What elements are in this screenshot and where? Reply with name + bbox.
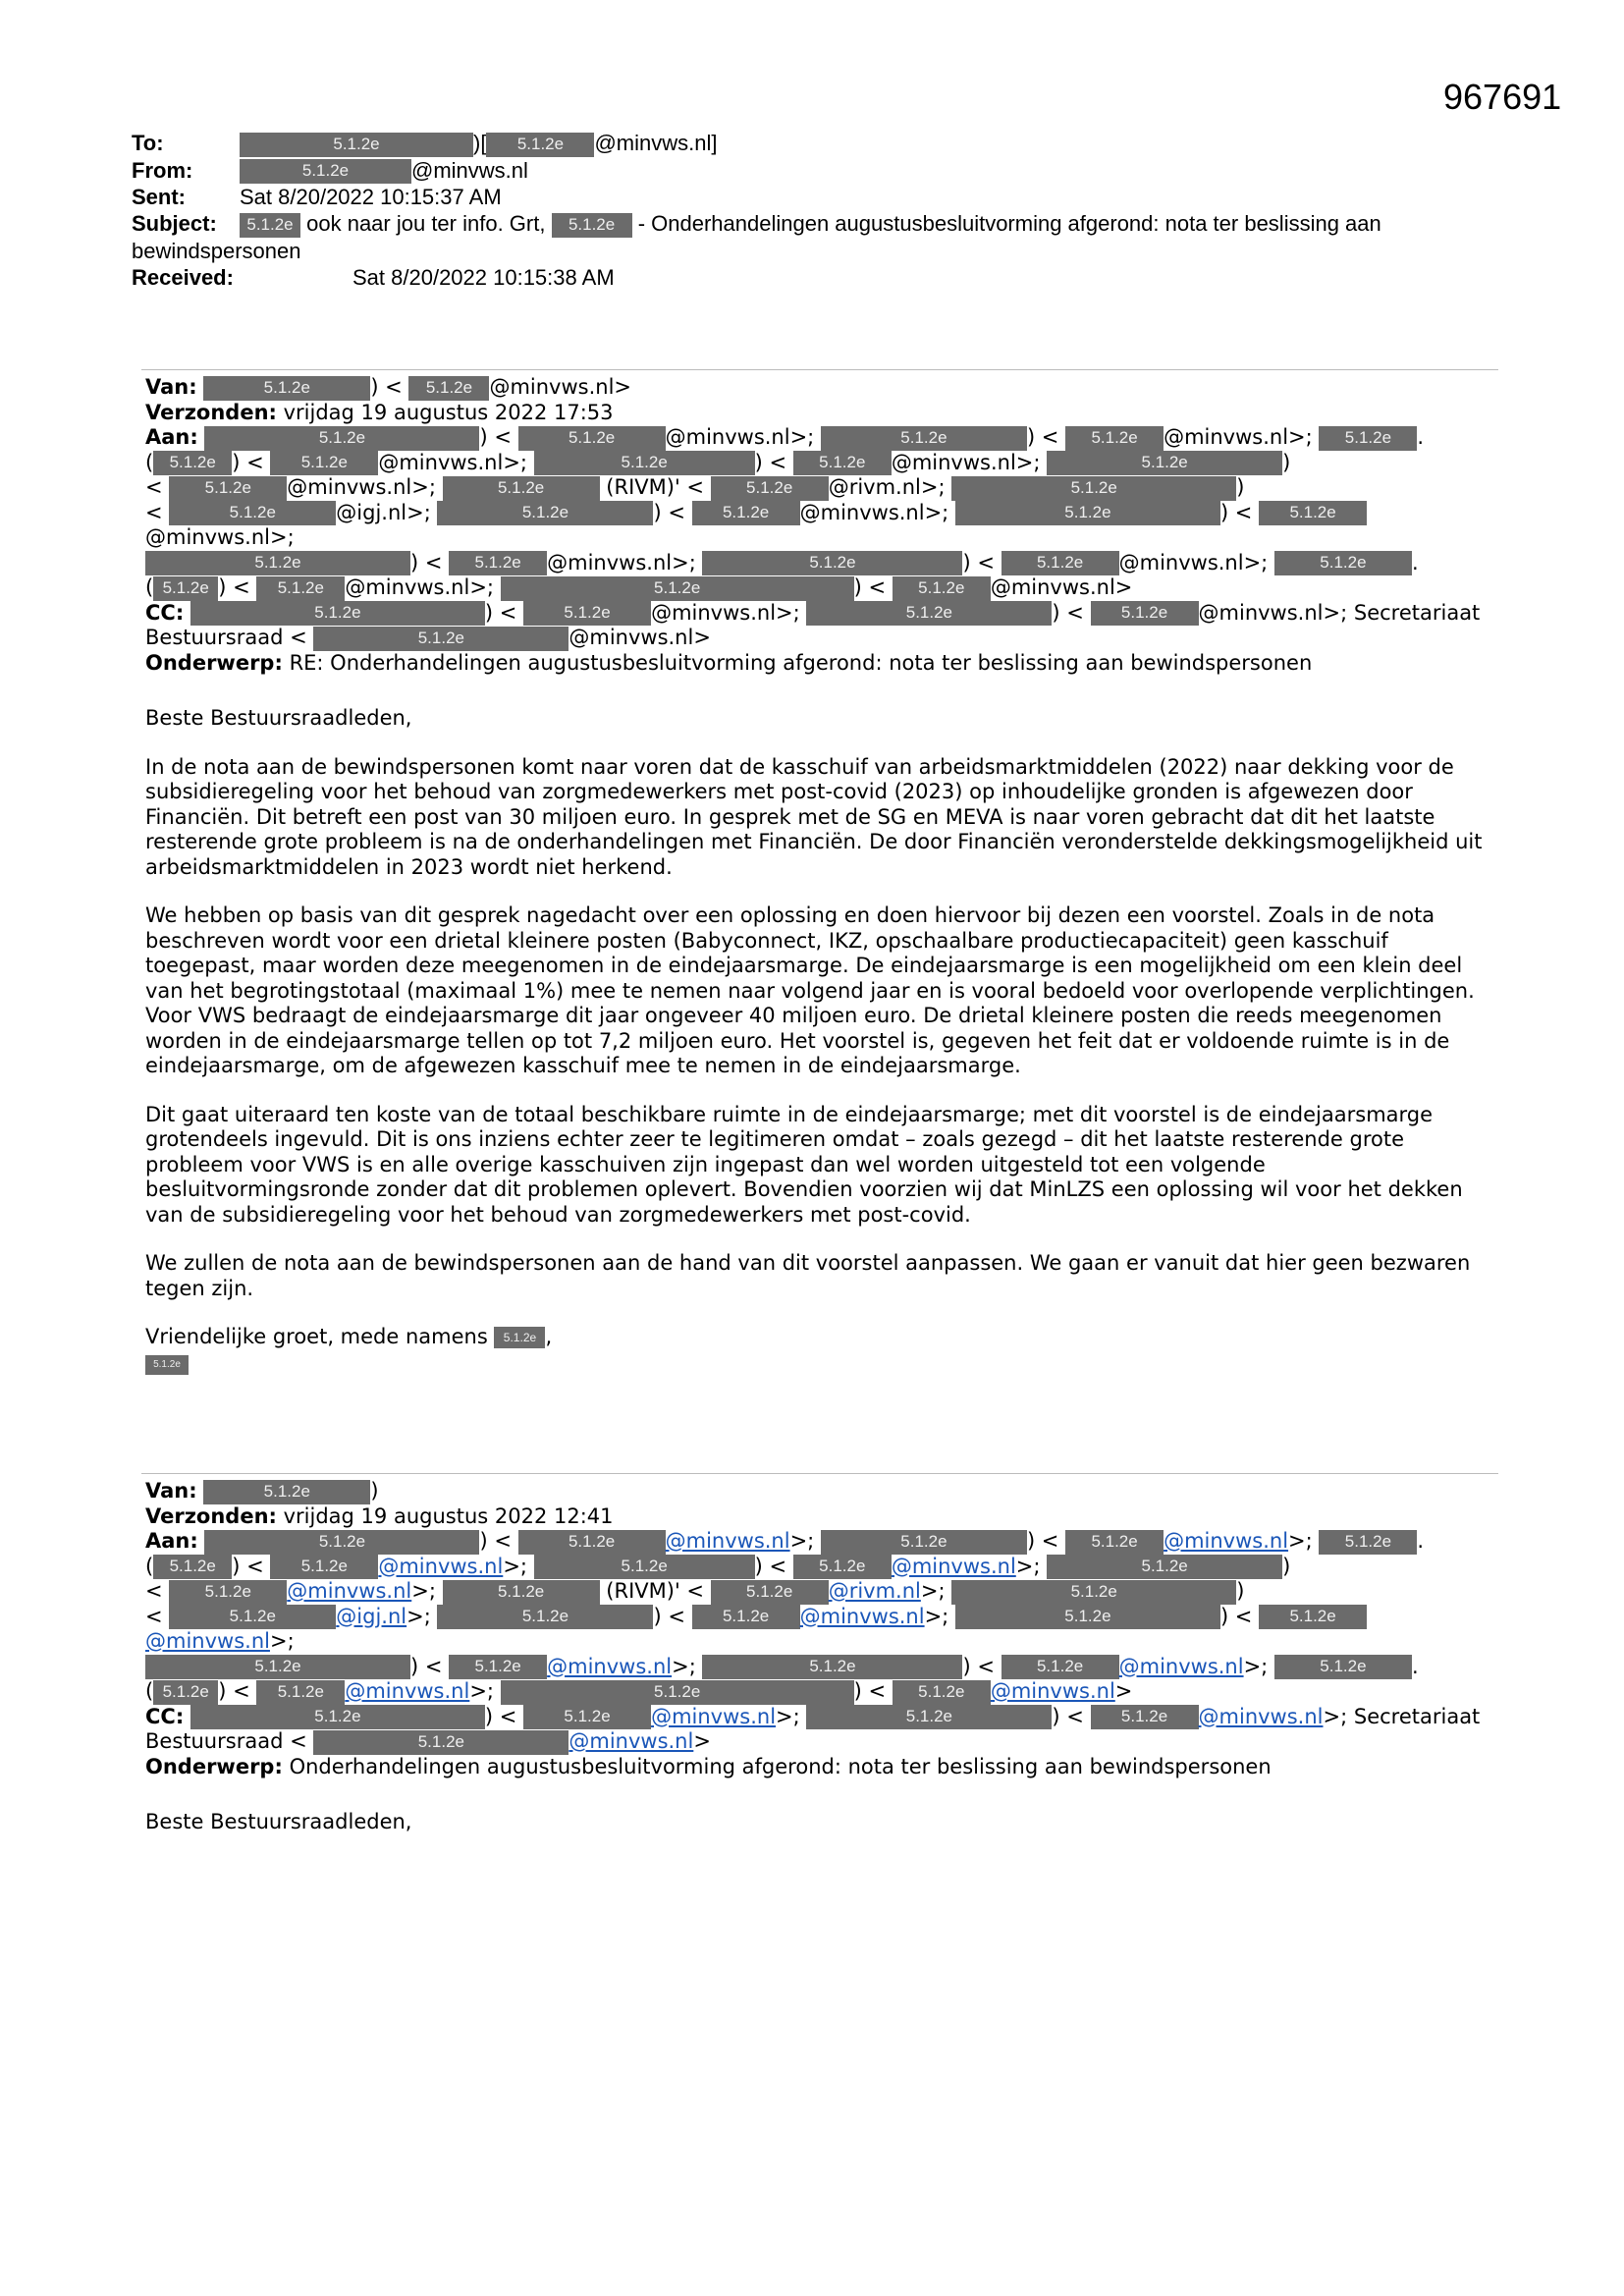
redaction: 5.1.2e: [1319, 426, 1417, 451]
email-link[interactable]: @minvws.nl: [1164, 1529, 1289, 1553]
address: @minvws.nl: [799, 500, 925, 524]
redaction: 5.1.2e: [169, 476, 287, 501]
redaction: 5.1.2e: [951, 476, 1236, 501]
redaction: 5.1.2e: [203, 1480, 370, 1504]
address: @minvws.nl: [1198, 600, 1324, 625]
redaction: 5.1.2e: [955, 501, 1220, 525]
redaction: 5.1.2e: [1091, 601, 1199, 626]
redaction: 5.1.2e: [313, 627, 568, 651]
van-label: Van:: [145, 1479, 197, 1503]
redaction: 5.1.2e: [443, 1580, 600, 1605]
email-link[interactable]: @minvws.nl: [651, 1704, 777, 1728]
cc-tail: ; Secretariaat: [1340, 1704, 1481, 1728]
redaction: 5.1.2e: [145, 551, 410, 575]
redaction: 5.1.2e: [1274, 1655, 1412, 1679]
redaction: 5.1.2e: [203, 376, 370, 401]
address: @minvws.nl: [990, 575, 1115, 599]
email-link[interactable]: @minvws.nl: [990, 1679, 1115, 1703]
paragraph-3: Dit gaat uiteraard ten koste van de totaal beschikbare ruimte in de eindejaarsmarge; met dit voorstel is de eindejaarsmarge grotendeels ingevuld. Dit is ons inziens echter zeer te legitimeren omdat – zoals gezegd – dit het laatste resterende grote probleem voor VWS is en alle overige kasschuiven zijn ingepast dan wel worden uitgesteld tot een volgende besluitvormingsronde zonder dat dit problemen oplevert. Bovendien voorzien wij dat MinLZS een oplossing wil voor het dekken van de subsidieregeling voor het behoud van zorgmedewerkers met post-covid.: [145, 1102, 1463, 1227]
separator-line: [141, 1473, 1498, 1474]
to-address-tail: @minvws.nl]: [594, 131, 718, 155]
email-link[interactable]: @rivm.nl: [828, 1579, 921, 1603]
redaction: 5.1.2e: [256, 1680, 345, 1705]
redaction: 5.1.2e: [313, 1730, 568, 1755]
redaction: 5.1.2e: [793, 451, 892, 475]
from-address-tail: @minvws.nl: [411, 157, 528, 183]
redaction: 5.1.2e: [534, 451, 755, 475]
cc-label: CC:: [145, 1704, 185, 1728]
to-label: To:: [132, 131, 164, 155]
redaction: 5.1.2e: [240, 133, 473, 157]
redaction: 5.1.2e: [806, 601, 1052, 626]
paragraph-2: We hebben op basis van dit gesprek nagedacht over een oplossing en doen hiervoor bij dezen een voorstel. Zoals in de nota beschreven wordt voor een drietal kleinere posten (Babyconnect, IKZ, opschaalbare productiecapaciteit) geen kasschuif toegepast, maar worden deze meegenomen in de eindejaarsmarge. De eindejaarsmarge is een mogelijkheid om een klein deel van het begrotingstotaal (maximaal 1%) mee te nemen naar volgend jaar en is vooral bedoeld voor overlopende verplichtingen. Voor VWS bedraagt de eindejaarsmarge dit jaar ongeveer 40 miljoen euro. De drietal kleinere posten die reeds meegenomen worden in de eindejaarsmarge tellen op tot 7,2 miljoen euro. Het voorstel is, gegeven het feit dat er voldoende ruimte is in de eindejaarsmarge, om de afgewezen kasschuif mee te nemen in de eindejaarsmarge.: [145, 903, 1475, 1077]
redaction: 5.1.2e: [821, 426, 1027, 451]
address: @minvws.nl: [345, 575, 470, 599]
address: @minvws.nl: [1118, 550, 1244, 574]
redaction: 5.1.2e: [1091, 1705, 1199, 1729]
redaction: 5.1.2e: [169, 501, 336, 525]
email-link[interactable]: @igj.nl: [336, 1604, 407, 1628]
email-link[interactable]: @minvws.nl: [1118, 1654, 1244, 1678]
redaction: 5.1.2e: [204, 1530, 479, 1555]
address: @minvws.nl: [891, 450, 1016, 474]
redaction: 5.1.2e: [711, 476, 829, 501]
rivm-tag: (RIVM)': [606, 1579, 680, 1603]
email-link[interactable]: @minvws.nl: [145, 1629, 270, 1653]
address: @minvws.nl: [665, 425, 790, 449]
redaction: 5.1.2e: [270, 1555, 378, 1579]
verzonden-label: Verzonden:: [145, 1503, 277, 1528]
redaction: 5.1.2e: [153, 1555, 232, 1579]
redaction: 5.1.2e: [1001, 1655, 1119, 1679]
redaction: 5.1.2e: [1319, 1530, 1417, 1555]
redaction: 5.1.2e: [190, 1705, 485, 1729]
redaction: 5.1.2e: [145, 1655, 410, 1679]
redaction: 5.1.2e: [702, 1655, 962, 1679]
address: @minvws.nl: [287, 475, 412, 499]
redaction: 5.1.2e: [256, 576, 345, 601]
redaction: 5.1.2e: [1047, 1555, 1282, 1579]
received-label: Received:: [132, 265, 234, 291]
rivm-tag: (RIVM)': [606, 475, 680, 499]
closing: Vriendelijke groet, mede namens: [145, 1325, 488, 1348]
redaction: 5.1.2e: [204, 426, 479, 451]
email-link[interactable]: @minvws.nl: [665, 1529, 790, 1553]
address: @minvws.nl: [1164, 425, 1289, 449]
email-link[interactable]: @minvws.nl: [378, 1554, 504, 1578]
redaction: 5.1.2e: [534, 1555, 755, 1579]
onderwerp-label: Onderwerp:: [145, 650, 283, 675]
redaction: 5.1.2e: [449, 551, 547, 575]
redaction: 5.1.2e: [449, 1655, 547, 1679]
aan-label: Aan:: [145, 1529, 198, 1553]
email-link[interactable]: @minvws.nl: [568, 1729, 694, 1753]
van-address-tail: @minvws.nl>: [489, 375, 632, 399]
closing-line: Vriendelijke groet, mede namens 5.1.2e ,: [145, 1325, 553, 1348]
redaction: 5.1.2e: [486, 133, 594, 157]
address: @minvws.nl: [145, 525, 270, 549]
greeting: Beste Bestuursraadleden,: [145, 1810, 412, 1833]
redaction: 5.1.2e: [190, 601, 485, 626]
email-link[interactable]: @minvws.nl: [547, 1654, 673, 1678]
email-link[interactable]: @minvws.nl: [345, 1679, 470, 1703]
verzonden-value: vrijdag 19 augustus 2022 12:41: [283, 1503, 614, 1528]
redaction: 5.1.2e: [1001, 551, 1119, 575]
subject-part1: ook naar jou ter info. Grt,: [306, 211, 546, 237]
redaction: 5.1.2e: [443, 476, 600, 501]
redaction: 5.1.2e: [270, 451, 378, 475]
email-link[interactable]: @minvws.nl: [287, 1579, 412, 1603]
redaction: 5.1.2e: [523, 1705, 651, 1729]
outer-email-header: To: 5.1.2e )[ 5.1.2e @minvws.nl] From: 5.1.2e @minvws.nl Sent: Sat 8/20/2022 10:15:37 AM Subject: 5.1.2e ook naar jou ter info. Grt, 5.1.2e - Onderhandelingen augustusbesluitvorming afgerond: nota ter beslissing aan bewindspersonen Received: Sat 8/20/2022 10:15:38 AM: [132, 130, 1506, 291]
redaction: 5.1.2e: [518, 1530, 666, 1555]
redaction: 5.1.2e: [501, 1680, 854, 1705]
redaction: 5.1.2e: [240, 159, 411, 184]
address: @minvws.nl: [547, 550, 673, 574]
redaction: 5.1.2e: [494, 1327, 545, 1348]
address: @minvws.nl: [378, 450, 504, 474]
email-1: [145, 375, 1490, 1377]
sent-value: Sat 8/20/2022 10:15:37 AM: [240, 185, 502, 210]
subject-label: Subject:: [132, 211, 217, 237]
cc-tail: ; Secretariaat: [1340, 600, 1481, 625]
redaction: 5.1.2e: [711, 1580, 829, 1605]
redaction: 5.1.2e: [145, 1355, 189, 1375]
email-1-meta: Van: 5.1.2e ) < 5.1.2e @minvws.nl> Verzonden: vrijdag 19 augustus 2022 17:53 Aan: 5.1.2e ) < 5.1.2e @minvws.nl>; 5.1.2e ) < 5.1.2e @minvws.nl>; 5.1.2e . ( 5.1.2e ) < 5.1.2e @minvws.nl>; 5.1.2e ) < 5.1.2e @minvws.nl>; 5.1.2e ) < 5.1.2e @minvws.nl>; 5.1.2e (RIVM)' < 5.1.2e @rivm.nl>; 5.1.2e ) < 5.1.2e @igj.nl>; 5.1.2e ) < 5.1.2e @minvws.nl>; 5.1.2e ) < 5.1.2e@minvws.nl>; 5.1.2e ) < 5.1.2e @minvws.nl>; 5.1.2e ) < 5.1.2e @minvws.nl>; 5.1.2e . ( 5.1.2e ) < 5.1.2e @minvws.nl>; 5.1.2e ) < 5.1.2e @minvws.nl> CC: 5.1.2e ) < 5.1.2e @minvws.nl>; 5.1.2e ) < 5.1.2e @minvws.nl>; Secretariaat Bestuursraad < 5.1.2e @minvws.nl> Onderwerp: RE: Onderhandelingen augustusbesluitvorming afgerond: nota ter beslissing aan bewindspersonen: [145, 375, 1481, 675]
redaction: 5.1.2e: [893, 576, 991, 601]
verzonden-label: Verzonden:: [145, 400, 277, 424]
subject-part2: - Onderhandelingen augustusbesluitvorming afgerond: nota ter beslissing aan: [637, 211, 1381, 237]
address: @minvws.nl: [568, 626, 694, 649]
cc-label: CC:: [145, 600, 185, 625]
greeting: Beste Bestuursraadleden,: [145, 706, 412, 730]
redaction: 5.1.2e: [518, 426, 666, 451]
van-label: Van:: [145, 375, 197, 399]
from-label: From:: [132, 157, 193, 183]
onderwerp-label: Onderwerp:: [145, 1754, 283, 1778]
redaction: 5.1.2e: [153, 451, 232, 475]
received-value: Sat 8/20/2022 10:15:38 AM: [352, 265, 615, 291]
address: @rivm.nl: [828, 475, 921, 499]
email-link[interactable]: @minvws.nl: [891, 1554, 1016, 1578]
address: @minvws.nl: [651, 600, 777, 625]
paragraph-1: In de nota aan de bewindspersonen komt naar voren dat de kasschuif van arbeidsmarktmiddelen (2022) naar dekking voor de subsidieregeling voor het behoud van zorgmedewerkers met post-covid (2023) op inhoudelijke gronden is afgewezen door Financiën. Dit betreft een post van 30 miljoen euro. In gesprek met de SG en MEVA is naar voren gebracht dat dit het laatste resterende grote probleem is na de onderhandelingen met Financiën. De door Financiën veronderstelde dekkingsmogelijkheid uit arbeidsmarktmiddelen in 2023 wordt niet herkend.: [145, 754, 1483, 879]
onderwerp-value: RE: Onderhandelingen augustusbesluitvorming afgerond: nota ter beslissing aan bewindspersonen: [289, 650, 1313, 675]
document-number: 967691: [1443, 77, 1562, 117]
redaction: 5.1.2e: [1065, 426, 1164, 451]
redaction: 5.1.2e: [893, 1680, 991, 1705]
redaction: 5.1.2e: [692, 1605, 800, 1629]
redaction: 5.1.2e: [169, 1580, 287, 1605]
redaction: 5.1.2e: [240, 213, 300, 238]
redaction: 5.1.2e: [1259, 1605, 1367, 1629]
address: @igj.nl: [336, 500, 407, 524]
verzonden-value: vrijdag 19 augustus 2022 17:53: [283, 400, 614, 424]
redaction: 5.1.2e: [702, 551, 962, 575]
aan-label: Aan:: [145, 425, 198, 449]
redaction: 5.1.2e: [408, 376, 489, 401]
email-2-meta: Van: 5.1.2e ) Verzonden: vrijdag 19 augustus 2022 12:41 Aan: 5.1.2e ) < 5.1.2e @minvws.nl>; 5.1.2e ) < 5.1.2e @minvws.nl>; 5.1.2e . ( 5.1.2e ) < 5.1.2e @minvws.nl>; 5.1.2e ) < 5.1.2e @minvws.nl>; 5.1.2e ) < 5.1.2e @minvws.nl>; 5.1.2e (RIVM)' < 5.1.2e @rivm.nl>; 5.1.2e ) < 5.1.2e @igj.nl>; 5.1.2e ) < 5.1.2e @minvws.nl>; 5.1.2e ) < 5.1.2e@minvws.nl>; 5.1.2e ) < 5.1.2e @minvws.nl>; 5.1.2e ) < 5.1.2e @minvws.nl>; 5.1.2e . ( 5.1.2e ) < 5.1.2e @minvws.nl>; 5.1.2e ) < 5.1.2e @minvws.nl> CC: 5.1.2e ) < 5.1.2e @minvws.nl>; 5.1.2e ) < 5.1.2e @minvws.nl>; Secretariaat Bestuursraad < 5.1.2e @minvws.nl> Onderwerp: Onderhandelingen augustusbesluitvorming afgerond: nota ter beslissing aan bewindspersonen: [145, 1479, 1481, 1778]
redaction: 5.1.2e: [552, 213, 632, 238]
redaction: 5.1.2e: [437, 1605, 653, 1629]
email-link[interactable]: @minvws.nl: [799, 1604, 925, 1628]
redaction: 5.1.2e: [692, 501, 800, 525]
paragraph-4: We zullen de nota aan de bewindspersonen aan de hand van dit voorstel aanpassen. We gaan er vanuit dat hier geen bezwaren tegen zijn.: [145, 1251, 1471, 1300]
redaction: 5.1.2e: [437, 501, 653, 525]
redaction: 5.1.2e: [821, 1530, 1027, 1555]
redaction: 5.1.2e: [955, 1605, 1220, 1629]
subject-wrap: bewindspersonen: [132, 239, 301, 264]
redaction: 5.1.2e: [1259, 501, 1367, 525]
email-2: [145, 1479, 1490, 1859]
redaction: 5.1.2e: [1274, 551, 1412, 575]
sent-label: Sent:: [132, 185, 186, 210]
redaction: 5.1.2e: [153, 576, 218, 601]
redaction: 5.1.2e: [501, 576, 854, 601]
redaction: 5.1.2e: [793, 1555, 892, 1579]
redaction: 5.1.2e: [1065, 1530, 1164, 1555]
redaction: 5.1.2e: [806, 1705, 1052, 1729]
email-link[interactable]: @minvws.nl: [1198, 1704, 1324, 1728]
bestuursraad-label: Bestuursraad <: [145, 1729, 307, 1753]
redaction: 5.1.2e: [169, 1605, 336, 1629]
redaction: 5.1.2e: [523, 601, 651, 626]
redaction: 5.1.2e: [1047, 451, 1282, 475]
redaction: 5.1.2e: [153, 1680, 218, 1705]
separator-line: [141, 369, 1498, 370]
redaction: 5.1.2e: [951, 1580, 1236, 1605]
bestuursraad-label: Bestuursraad <: [145, 626, 307, 649]
onderwerp-value: Onderhandelingen augustusbesluitvorming afgerond: nota ter beslissing aan bewindspersonen: [289, 1754, 1272, 1778]
